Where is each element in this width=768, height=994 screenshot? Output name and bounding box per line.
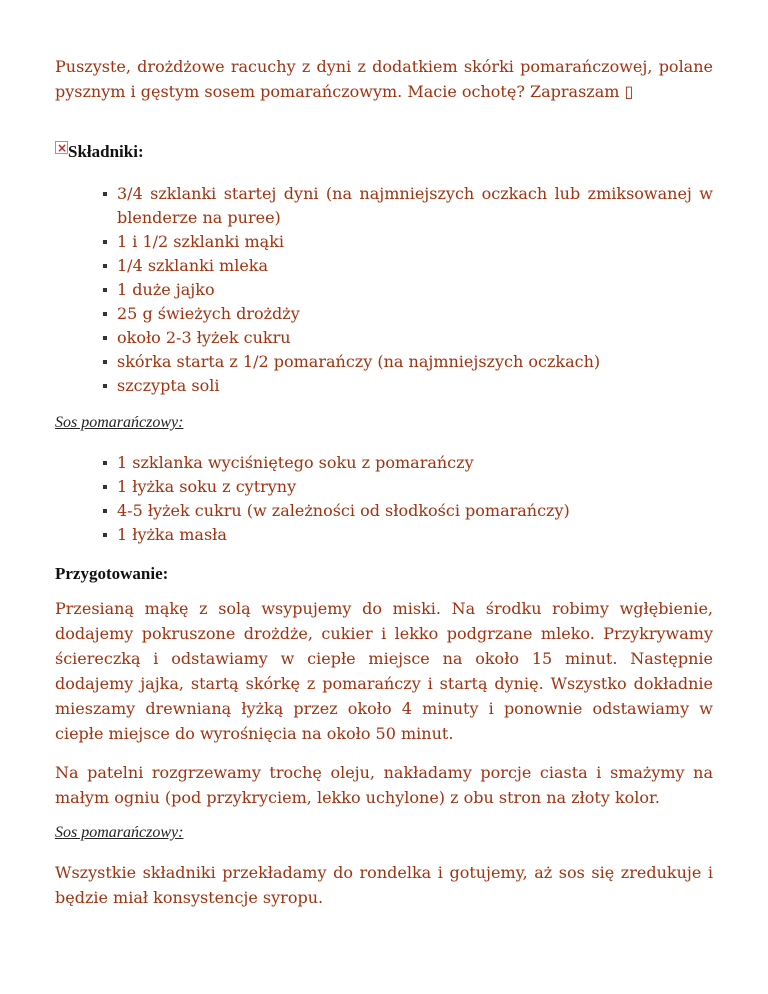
ingredients-list: [103, 182, 713, 398]
list-item: około 2-3 łyżek cukru: [103, 326, 713, 350]
sauce-preparation-heading: Sos pomarańczowy:: [55, 824, 184, 841]
sauce-heading: Sos pomarańczowy:: [55, 414, 184, 431]
preparation-paragraph: Przesianą mąkę z solą wsypujemy do miski. Na środku robimy wgłębienie, dodajemy pokruszone drożdże, cukier i lekko podgrzane mleko. Przykrywamy ściereczką i odstawiamy w ciepłe miejsce na około 15 minut. Następnie dodajemy jajka, startą skórkę z pomarańczy i startą dynię. Wszystko dokładnie mieszamy drewnianą łyżką przez około 4 minuty i ponownie odstawiamy w ciepłe miejsce do wyrośnięcia na około 50 minut.: [55, 599, 713, 743]
list-item: 4-5 łyżek cukru (w zależności od słodkości pomarańczy): [103, 499, 713, 523]
ingredients-heading-row: [55, 140, 144, 164]
list-item: szczypta soli: [103, 374, 713, 398]
sauce-ingredients-list: [103, 451, 713, 547]
intro-paragraph: Puszyste, drożdżowe racuchy z dyni z dodatkiem skórki pomarańczowej, polane pysznym i gęstym sosem pomarańczowym. Macie ochotę? Zapraszam ▯: [55, 57, 713, 101]
preparation-paragraph: Na patelni rozgrzewamy trochę oleju, nakładamy porcje ciasta i smażymy na małym ogniu (pod przykryciem, lekko uchylone) z obu stron na złoty kolor.: [55, 763, 713, 807]
list-item: 1 duże jajko: [103, 278, 713, 302]
broken-image-icon: [55, 141, 68, 154]
list-item: 25 g świeżych drożdży: [103, 302, 713, 326]
list-item: 1 szklanka wyciśniętego soku z pomarańczy: [103, 451, 713, 475]
ingredients-heading: Składniki:: [68, 142, 144, 161]
list-item: 1 i 1/2 szklanki mąki: [103, 230, 713, 254]
list-item: 1/4 szklanki mleka: [103, 254, 713, 278]
list-item: skórka starta z 1/2 pomarańczy (na najmniejszych oczkach): [103, 350, 713, 374]
sauce-preparation-paragraph: Wszystkie składniki przekładamy do rondelka i gotujemy, aż sos się zredukuje i będzie miał konsystencje syropu.: [55, 863, 713, 907]
preparation-heading: Przygotowanie:: [55, 564, 169, 583]
list-item: 1 łyżka masła: [103, 523, 713, 547]
list-item: 3/4 szklanki startej dyni (na najmniejszych oczkach lub zmiksowanej w blenderze na puree): [103, 182, 713, 230]
list-item: 1 łyżka soku z cytryny: [103, 475, 713, 499]
